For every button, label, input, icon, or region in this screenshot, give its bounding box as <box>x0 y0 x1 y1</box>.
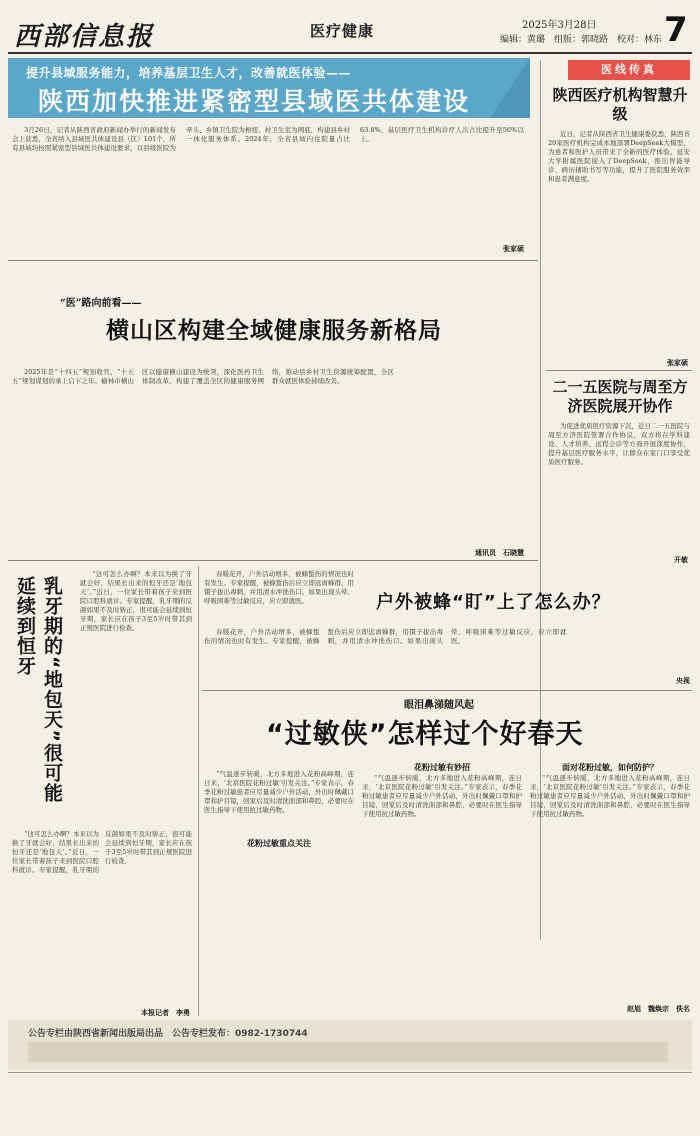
banner-corner <box>490 58 530 118</box>
sidebar-mid-body <box>548 422 690 554</box>
sidebar-top-body <box>548 130 690 356</box>
allergy-kicker: 眼泪鼻涕随风起 <box>404 700 474 711</box>
section-name: 医疗健康 <box>310 22 375 40</box>
footer-rule <box>8 1072 692 1073</box>
bee-story-headline: 户外被蜂“盯”上了怎么办？ <box>376 592 611 613</box>
lead-body-text: 3月26日，记者从陕西省政府新闻办举行的新闻发布会上获悉，全省纳入县域医共体建设县（区）101个，所有县域均按照紧密型县域医共体建设要求，以县级医院为牵头、乡镇卫生院为枢纽、村卫生室为网底，构建县乡村一体化服务体系。2024年，全省县域内住院量占比63.8%，基层医疗卫生机构诊疗人次占比提升至56%以上。 <box>12 126 524 152</box>
feature-body <box>12 368 524 544</box>
sidebar-divider <box>546 370 692 371</box>
issue-date: 2025年3月28日 <box>522 20 597 31</box>
feature-top-rule <box>8 260 538 261</box>
allergy-headline: “过敏侠”怎样过个好春天 <box>266 719 584 750</box>
editors-line: 编辑：黄璐 组版：郭晓路 校对：林东 <box>500 35 663 45</box>
bee-story-lead-text: 春暖花开，户外活动增多，被蜂蜇伤的情况也时有发生。专家提醒，被蜂蜇伤后应立即远离蜂群，用镊子拔出毒刺，并用清水冲洗伤口。如果出现头晕、呼吸困难等过敏反应，应立即就医。 <box>204 570 354 605</box>
vertical-story-divider <box>198 566 199 1016</box>
sidebar-mid-byline: 开敏 <box>674 555 688 564</box>
allergy-col3-head: 面对花粉过敏，如何防护？ <box>562 762 658 772</box>
vertical-story-body-bottom <box>12 830 192 1020</box>
allergy-col3-text: “气温逐步转暖，北方多地进入花粉高峰期，连日来，‘北京医院花粉过敏’引发关注。”专家表示，春季花粉过敏患者应尽量减少户外活动，外出时佩戴口罩和护目镜，回家后及时清洗面部和鼻腔，必要时在医生指导下使用抗过敏药物。 <box>530 774 690 818</box>
allergy-col3 <box>530 774 690 996</box>
vertical-story-byline: 本报记者 李勇 <box>141 1008 190 1017</box>
allergy-col1 <box>204 770 354 1016</box>
feature-headline: 横山区构建全域健康服务新格局 <box>106 318 442 344</box>
bee-story-text: 春暖花开，户外活动增多，被蜂蜇伤的情况也时有发生。专家提醒，被蜂蜇伤后应立即远离蜂群，用镊子拔出毒刺，并用清水冲洗伤口。如果出现头晕、呼吸困难等过敏反应，应立即就医。 <box>204 628 567 645</box>
bee-story-lead <box>204 570 354 628</box>
bee-story-byline: 央视 <box>676 676 690 685</box>
bee-story-body <box>204 628 690 676</box>
sidebar-top-title: 陕西医疗机构智慧升级 <box>552 86 688 123</box>
allergy-col2-text: “气温逐步转暖，北方多地进入花粉高峰期，连日来，‘北京医院花粉过敏’引发关注。”专家表示，春季花粉过敏患者应尽量减少户外活动，外出时佩戴口罩和护目镜，回家后及时清洗面部和鼻腔，必要时在医生指导下使用抗过敏药物。 <box>362 774 522 818</box>
allergy-col2 <box>362 774 522 1016</box>
lead-banner <box>8 58 530 118</box>
vertical-story-text: “这可怎么办啊？本来以为换了牙就会好，结果长出来的恒牙还是‘地包天’。”近日，一位家长带着孩子来到医院口腔科就诊。专家提醒，乳牙期的反颌如果不及时矫正，很可能会延续到恒牙期，家长应在孩子3至5岁时带其到正规医院进行检查。 <box>80 570 192 632</box>
sidebar-tag <box>568 60 690 80</box>
ad-image-band <box>28 1042 668 1062</box>
feature-body-text: 2025年是“十四五”规划收官、“十五五”规划谋划的承上启下之年。榆林市横山区以健康横山建设为统领，深化医药卫生体制改革，构建了覆盖全区的健康服务网络，推动县乡村卫生资源统筹配置，全区群众就医体验持续改善。 <box>12 368 394 385</box>
lead-byline: 张家硕 <box>503 244 524 253</box>
advertisement-strip <box>8 1020 692 1070</box>
allergy-col1-text: “气温逐步转暖，北方多地进入花粉高峰期，连日来，‘北京医院花粉过敏’引发关注。”专家表示，春季花粉过敏患者应尽量减少户外活动，外出时佩戴口罩和护目镜，回家后及时清洗面部和鼻腔，必要时在医生指导下使用抗过敏药物。 <box>204 770 354 814</box>
sidebar-tag-label: 医线传真 <box>568 60 690 80</box>
bee-story-rule <box>202 690 692 691</box>
masthead-logo: 西部信息报 <box>14 22 155 52</box>
sidebar-mid-text: 为促进优质医疗资源下沉，近日二一五医院与周至方济医院签署合作协议，双方将在学科建设、人才培养、远程会诊等方面开展深度协作，提升基层医疗服务水平，让群众在家门口享受优质医疗服务。 <box>548 422 690 466</box>
lead-kicker: 提升县域服务能力，培养基层卫生人才，改善就医体验—— <box>26 66 352 80</box>
sidebar-top-text: 近日，记者从陕西省卫生健康委获悉，陕西省20家医疗机构完成本地部署DeepSeek大模型，为患者和医护人员带来了全新的医疗体验。延安大学附属医院接入了DeepSeek，推出智能导诊、病历辅助书写等功能，提升了医院服务效率和患者满意度。 <box>548 130 690 183</box>
allergy-byline: 赵旭 魏焕宗 佚名 <box>627 1004 690 1013</box>
vertical-story-body-top <box>80 570 192 770</box>
lead-body <box>12 126 524 250</box>
vertical-story-text-continued: “这可怎么办啊？本来以为换了牙就会好，结果长出来的恒牙还是‘地包天’。”近日，一位家长带着孩子来到医院口腔科就诊。专家提醒，乳牙期的反颌如果不及时矫正，很可能会延续到恒牙期，家长应在孩子3至5岁时带其到正规医院进行检查。 <box>12 830 192 874</box>
masthead-rule <box>8 52 692 54</box>
sidebar-mid-title: 二一五医院与周至方济医院展开协作 <box>552 378 688 415</box>
ad-text: 公告专栏由陕西省新闻出版局出品 公告专栏发布：0982-1730744 <box>28 1029 308 1039</box>
sidebar-top-byline: 张家硕 <box>667 358 688 367</box>
feature-byline: 通讯员 石晓慧 <box>475 548 524 557</box>
feature-kicker: “医”路向前看—— <box>60 298 142 309</box>
allergy-col1-head: 花粉过敏重点关注 <box>247 838 311 848</box>
allergy-col2-head: 花粉过敏有妙招 <box>414 762 470 772</box>
page-number: 7 <box>664 10 688 50</box>
lead-headline: 陕西加快推进紧密型县域医共体建设 <box>38 87 471 116</box>
feature-bottom-rule <box>8 560 538 561</box>
vertical-story-title: 乳牙期的“地包天”很可能延续到恒牙 <box>14 576 63 803</box>
